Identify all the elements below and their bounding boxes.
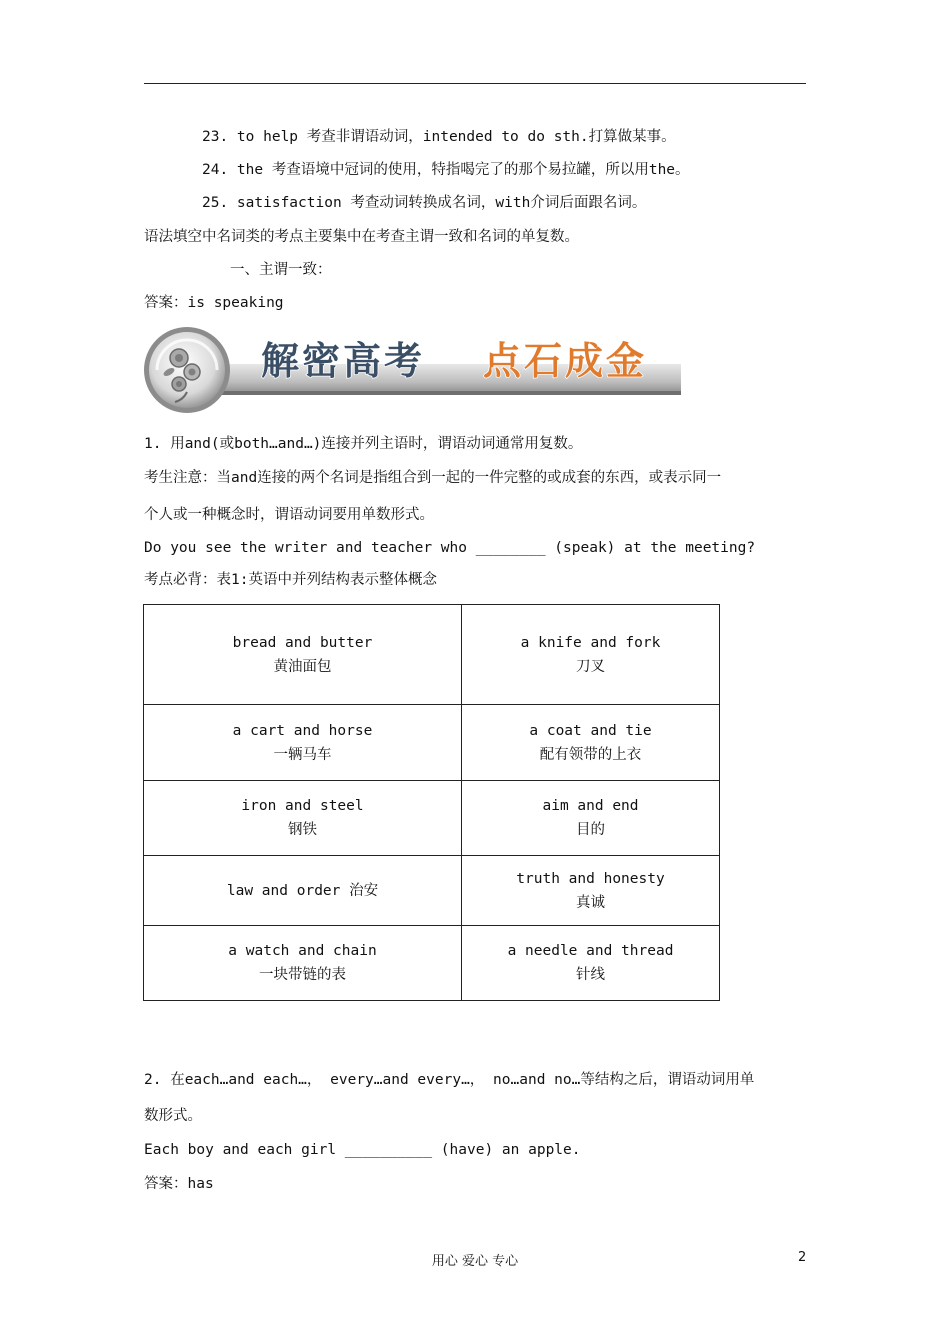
cell-english: a cart and horse [232,722,373,739]
rule1-question: Do you see the writer and teacher who ________ (speak) at the meeting? [144,540,756,556]
answer-24: 24. the 考查语境中冠词的使用，特指喝完了的那个易拉罐，所以用the。 [202,162,690,178]
table-cell [144,926,462,1001]
table-cell [462,856,720,926]
table-cell [462,605,720,705]
cell-english: bread and butter [232,634,373,651]
table-cell [462,705,720,781]
cell-english: law and order 治安 [226,882,379,899]
cell-chinese: 配有领带的上衣 [539,746,642,763]
banner-graphic [143,322,683,418]
rule2-title-line2: 数形式。 [144,1108,202,1124]
table-cell [144,705,462,781]
banner-left-text: 解密高考 [261,339,426,383]
cell-chinese: 真诚 [576,894,605,911]
cell-english: a knife and fork [520,634,661,651]
banner-image [143,322,683,418]
footer-slogan: 用心 爱心 专心 [431,1254,519,1269]
cell-chinese: 刀叉 [576,658,605,675]
cell-chinese: 钢铁 [288,822,317,838]
rule2-title-line1: 2. 在each…and each…， every…and every…， no…and no…等结构之后，谓语动词用单 [144,1072,755,1088]
cell-english: a coat and tie [529,722,652,739]
table-cell [144,781,462,856]
cell-chinese: 针线 [576,967,605,983]
cell-english: truth and honesty [516,870,665,887]
cell-chinese: 目的 [576,822,605,838]
table-cell [144,605,462,705]
banner-right-text: 点石成金 [483,339,648,383]
header-rule [144,83,806,84]
page-number: 2 [798,1250,807,1265]
rule1-title: 1. 用and(或both…and…)连接并列主语时，谓语动词通常用复数。 [144,436,583,452]
answer-25: 25. satisfaction 考查动词转换成名词，with介词后面跟名词。 [202,195,647,211]
answer-23: 23. to help 考查非谓语动词，intended to do sth.打算做某事。 [202,129,676,145]
cell-english: a watch and chain [228,943,377,959]
table-cell [462,926,720,1001]
cell-english: iron and steel [241,798,364,814]
rule2-answer: 答案：has [144,1176,214,1192]
table-cell [144,856,462,926]
table-row [144,856,720,926]
cell-english: a needle and thread [507,943,674,959]
answer-text: 答案：is speaking [144,295,284,311]
table-row [144,781,720,856]
table-row [144,926,720,1001]
rule1-note-line1: 考生注意：当and连接的两个名词是指组合到一起的一件完整的或成套的东西，或表示同一 [144,470,722,486]
rule1-note-line2: 个人或一种概念时，谓语动词要用单数形式。 [144,507,434,523]
section-heading: 一、主谓一致： [230,262,332,278]
intro-text: 语法填空中名词类的考点主要集中在考查主谓一致和名词的单复数。 [144,229,579,245]
cell-chinese: 黄油面包 [273,658,332,675]
rule2-question: Each boy and each girl __________ (have) an apple. [144,1142,581,1158]
cell-chinese: 一块带链的表 [259,967,346,983]
cell-chinese: 一辆马车 [273,746,332,763]
table-row [144,705,720,781]
table-caption: 考点必背：表1:英语中并列结构表示整体概念 [144,572,437,588]
table-row [144,605,720,705]
cell-english: aim and end [542,798,639,814]
phrase-table [143,604,720,1001]
table-cell [462,781,720,856]
